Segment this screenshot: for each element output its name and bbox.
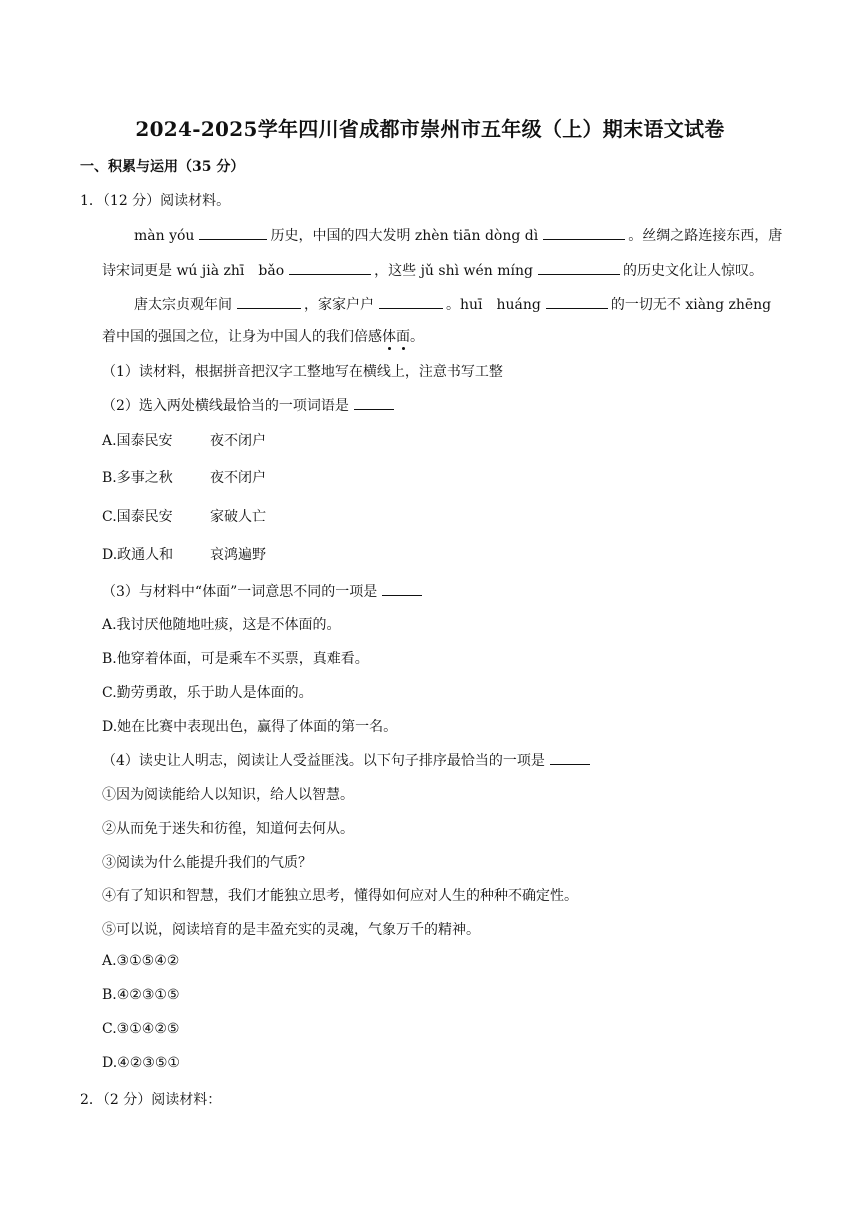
- material-text: 诗宋词更是: [102, 263, 172, 279]
- section-heading: 一、积累与运用（35 分）: [80, 159, 245, 175]
- material-text: 。: [410, 329, 424, 345]
- answer-blank-sub4[interactable]: [550, 750, 590, 765]
- subquestion-2: [102, 395, 397, 415]
- subquestion-4-text: （4）读史让人明志，阅读让人受益匪浅。以下句子排序最恰当的一项是: [102, 753, 545, 769]
- option-c[interactable]: C.勤劳勇敢，乐于助人是体面的。: [102, 685, 313, 701]
- sentence-item: ②从而免于迷失和彷徨，知道何去何从。: [102, 821, 354, 837]
- subquestion-4: [102, 750, 593, 770]
- option-a[interactable]: A.我讨厌他随地吐痰，这是不体面的。: [102, 617, 341, 633]
- material-text: ，这些: [374, 263, 417, 279]
- sentence-item: ④有了知识和智慧，我们才能独立思考，懂得如何应对人生的种种不确定性。: [102, 888, 578, 904]
- emphasis-char: 面: [396, 329, 410, 345]
- material-text: 的历史文化让人惊叹。: [623, 263, 763, 279]
- material-text: 的一切无不: [610, 297, 681, 313]
- sentence-item: ⑤可以说，阅读培育的是丰盈充实的灵魂，气象万千的精神。: [102, 922, 480, 938]
- pinyin-jushiwenming: jǔ shì wén míng: [420, 263, 533, 279]
- answer-blank-7[interactable]: [546, 294, 608, 309]
- material-line-2: [102, 260, 763, 280]
- option-text: A.国泰民安: [102, 433, 173, 449]
- option-text: 哀鸿遍野: [210, 547, 266, 563]
- pinyin-manyou: màn yóu: [134, 228, 195, 244]
- subquestion-3: [102, 581, 425, 601]
- option-text: D.政通人和: [102, 547, 174, 563]
- question-2-header: 2．（2 分）阅读材料：: [80, 1092, 222, 1108]
- option-text: 夜不闭户: [210, 433, 266, 449]
- answer-blank-2[interactable]: [543, 225, 625, 240]
- option-c[interactable]: C.③①④②⑤: [102, 1021, 180, 1037]
- subquestion-3-text: （3）与材料中“体面”一词意思不同的一项是: [102, 584, 378, 600]
- material-text: 。huī huáng: [446, 297, 541, 313]
- option-b[interactable]: [102, 467, 266, 487]
- option-a[interactable]: A.③①⑤④②: [102, 953, 180, 969]
- subquestion-1: （1）读材料，根据拼音把汉字工整地写在横线上，注意书写工整: [102, 364, 503, 380]
- answer-blank-3[interactable]: [289, 260, 371, 275]
- page-title: 2024-2025学年四川省成都市崇州市五年级（上）期末语文试卷: [135, 117, 725, 141]
- pinyin-zhentiandongdi: zhèn tiān dòng dì: [414, 228, 539, 244]
- option-text: 家破人亡: [210, 509, 266, 525]
- answer-blank-5[interactable]: [237, 294, 301, 309]
- option-b[interactable]: B.他穿着体面，可是乘车不买票，真难看。: [102, 651, 369, 667]
- answer-blank-6[interactable]: [379, 294, 443, 309]
- material-text: ，家家户户: [304, 297, 374, 313]
- subquestion-2-text: （2）选入两处横线最恰当的一项词语是: [102, 398, 349, 414]
- option-d[interactable]: D.④②③⑤①: [102, 1055, 180, 1071]
- material-text: 。丝绸之路连接东西，唐: [628, 228, 783, 244]
- option-text: B.多事之秋: [102, 470, 173, 486]
- option-d[interactable]: [102, 544, 266, 564]
- sentence-item: ①因为阅读能给人以知识，给人以智慧。: [102, 787, 354, 803]
- answer-blank-4[interactable]: [538, 260, 620, 275]
- material-text: 着中国的强国之位，让身为中国人的我们倍感: [102, 329, 382, 345]
- option-d[interactable]: D.她在比赛中表现出色，赢得了体面的第一名。: [102, 719, 398, 735]
- emphasis-char: 体: [382, 329, 396, 345]
- option-text: C.国泰民安: [102, 509, 173, 525]
- option-c[interactable]: [102, 506, 266, 526]
- option-a[interactable]: [102, 430, 266, 450]
- option-b[interactable]: B.④②③①⑤: [102, 987, 180, 1003]
- material-text: 唐太宗贞观年间: [134, 297, 232, 313]
- material-line-3: [134, 294, 771, 314]
- pinyin-wujiazhibao: wú jià zhī bǎo: [176, 263, 285, 279]
- material-text: 历史，中国的四大发明: [270, 228, 411, 244]
- sentence-item: ③阅读为什么能提升我们的气质？: [102, 855, 312, 871]
- question-1-header: 1．（12 分）阅读材料。: [80, 193, 231, 209]
- option-text: 夜不闭户: [210, 470, 266, 486]
- answer-blank-sub2[interactable]: [354, 395, 394, 410]
- answer-blank-1[interactable]: [199, 225, 267, 240]
- answer-blank-sub3[interactable]: [382, 581, 422, 596]
- material-line-1: [134, 225, 782, 245]
- material-line-4: [102, 326, 424, 346]
- pinyin-xiangzheng: xiàng zhēng: [685, 297, 772, 313]
